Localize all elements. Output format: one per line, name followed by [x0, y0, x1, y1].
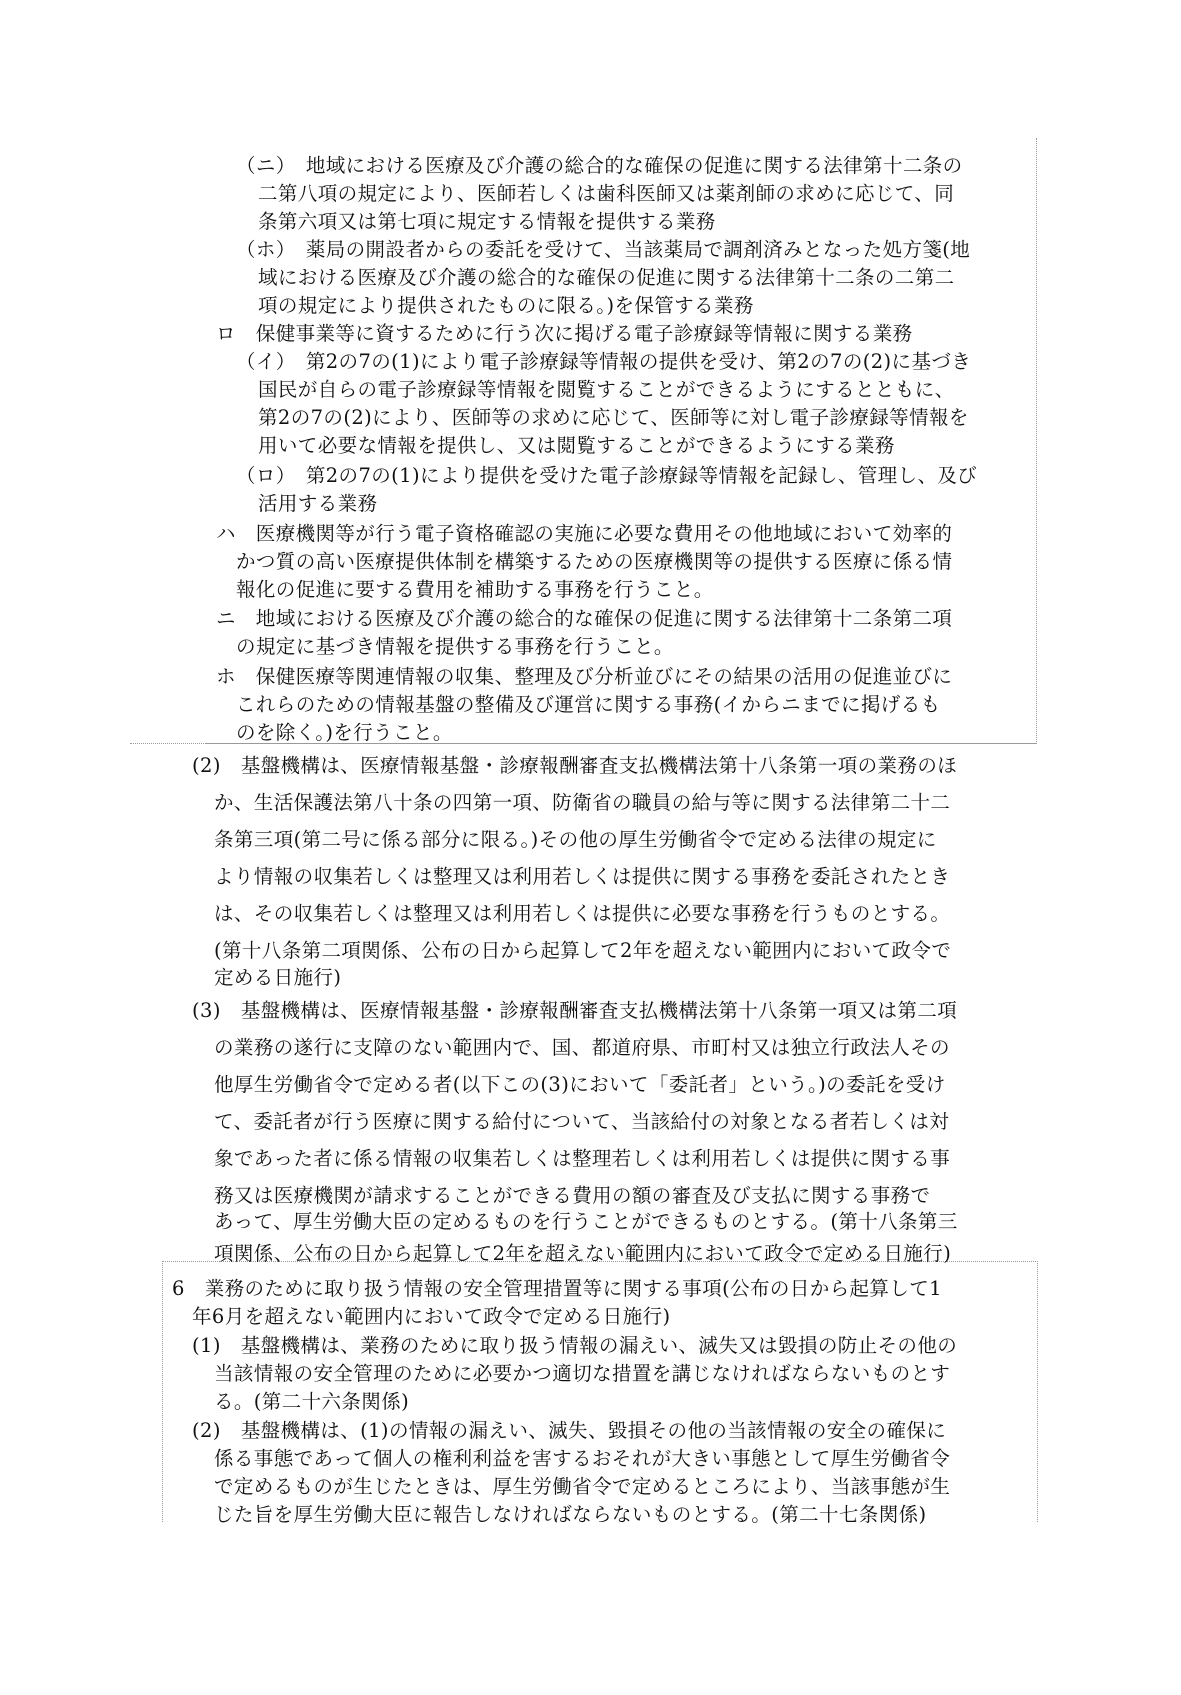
item-ro-heading: ロ 保健事業等に資するために行う次に掲げる電子診療録等情報に関する業務 — [216, 322, 913, 345]
item-ho-line: 項の規定により提供されたものに限る。)を保管する業務 — [258, 294, 754, 317]
section-6-2-line: (2) 基盤機構は、(1)の情報の漏えい、滅失、毀損その他の当該情報の安全の確保に — [192, 1419, 947, 1442]
item-ro-i-line: 国民が自らの電子診療録等情報を閲覧することができるようにするとともに、 — [258, 378, 955, 401]
item-ho-line: 域における医療及び介護の総合的な確保の促進に関する法律第十二条の二第二 — [258, 266, 955, 289]
paragraph-3-line: 象であった者に係る情報の収集若しくは整理若しくは利用若しくは提供に関する事 — [214, 1147, 951, 1170]
section-6-2-line: 係る事態であって個人の権利利益を害するおそれが大きい事態として厚生労働省令 — [214, 1447, 951, 1470]
item-ni-line: 条第六項又は第七項に規定する情報を提供する業務 — [258, 210, 716, 233]
paragraph-2-line: か、生活保護法第八十条の四第一項、防衛省の職員の給与等に関する法律第二十二 — [214, 791, 951, 814]
item-ro-i-line: （イ） 第2の7の(1)により電子診療録等情報の提供を受け、第2の7の(2)に基づき — [236, 350, 972, 373]
item-ho2-line: ホ 保健医療等関連情報の収集、整理及び分析並びにその結果の活用の促進並びに — [216, 665, 953, 688]
paragraph-2-line: (2) 基盤機構は、医療情報基盤・診療報酬審査支払機構法第十八条第一項の業務のほ — [192, 754, 958, 777]
paragraph-3-line: て、委託者が行う医療に関する給付について、当該給付の対象となる者若しくは対 — [214, 1110, 950, 1133]
item-ro-ro-line: （ロ） 第2の7の(1)により提供を受けた電子診療録等情報を記録し、管理し、及び — [236, 464, 978, 487]
paragraph-3-line: あって、厚生労働大臣の定めるものを行うことができるものとする。(第十八条第三 — [214, 1210, 958, 1233]
paragraph-2-line: (第十八条第二項関係、公布の日から起算して2年を超えない範囲内において政令で — [214, 939, 952, 962]
item-ni2-line: の規定に基づき情報を提供する事務を行うこと。 — [236, 635, 674, 658]
section-6-1-line: 当該情報の安全管理のために必要かつ適切な措置を講じなければならないものとす — [214, 1362, 951, 1385]
item-ro-i-line: 第2の7の(2)により、医師等の求めに応じて、医師等に対し電子診療録等情報を — [258, 406, 969, 429]
section-6-heading-line: 年6月を超えない範囲内において政令で定める日施行) — [192, 1305, 671, 1328]
item-ho2-line: のを除く。)を行うこと。 — [236, 721, 453, 744]
paragraph-2-line: 定める日施行) — [214, 966, 342, 989]
item-ho-line: （ホ） 薬局の開設者からの委託を受けて、当該薬局で調剤済みとなった処方箋(地 — [236, 238, 971, 261]
paragraph-3-line: 項関係、公布の日から起算して2年を超えない範囲内において政令で定める日施行) — [214, 1242, 952, 1265]
paragraph-3-line: 務又は医療機関が請求することができる費用の額の審査及び支払に関する事務で — [214, 1184, 931, 1207]
paragraph-3-line: の業務の遂行に支障のない範囲内で、国、都道府県、市町村又は独立行政法人その — [214, 1036, 950, 1059]
item-ni-line: 二第八項の規定により、医師若しくは歯科医師又は薬剤師の求めに応じて、同 — [258, 182, 955, 205]
section-6-1-line: る。(第二十六条関係) — [214, 1390, 410, 1413]
section-6-2-line: で定めるものが生じたときは、厚生労働省令で定めるところにより、当該事態が生 — [214, 1475, 951, 1498]
item-ni-line: （ニ） 地域における医療及び介護の総合的な確保の促進に関する法律第十二条の — [236, 154, 963, 177]
item-ro-ro-line: 活用する業務 — [258, 492, 378, 515]
paragraph-2-line: 条第三項(第二号に係る部分に限る。)その他の厚生労働省令で定める法律の規定に — [214, 828, 937, 851]
item-ho2-line: これらのための情報基盤の整備及び運営に関する事務(イからニまでに掲げるも — [236, 693, 941, 716]
paragraph-3-line: (3) 基盤機構は、医療情報基盤・診療報酬審査支払機構法第十八条第一項又は第二項 — [192, 999, 958, 1022]
section-6-1-line: (1) 基盤機構は、業務のために取り扱う情報の漏えい、滅失又は毀損の防止その他の — [192, 1334, 958, 1357]
item-ha-line: かつ質の高い医療提供体制を構築するための医療機関等の提供する医療に係る情 — [236, 550, 953, 573]
item-ni2-line: ニ 地域における医療及び介護の総合的な確保の促進に関する法律第十二条第二項 — [216, 607, 953, 630]
item-ro-i-line: 用いて必要な情報を提供し、又は閲覧することができるようにする業務 — [258, 434, 895, 457]
section-6-heading-line: 6 業務のために取り扱う情報の安全管理措置等に関する事項(公布の日から起算して1 — [172, 1277, 942, 1300]
paragraph-2-line: より情報の収集若しくは整理又は利用若しくは提供に関する事務を委託されたとき — [214, 865, 951, 888]
paragraph-3-line: 他厚生労働省令で定める者(以下この(3)において「委託者」という。)の委託を受け — [214, 1073, 946, 1096]
item-ha-line: ハ 医療機関等が行う電子資格確認の実施に必要な費用その他地域において効率的 — [216, 522, 953, 545]
paragraph-2-line: は、その収集若しくは整理又は利用若しくは提供に必要な事務を行うものとする。 — [214, 902, 951, 925]
section-6-2-line: じた旨を厚生労働大臣に報告しなければならないものとする。(第二十七条関係) — [214, 1503, 927, 1526]
item-ha-line: 報化の促進に要する費用を補助する事務を行うこと。 — [236, 578, 714, 601]
